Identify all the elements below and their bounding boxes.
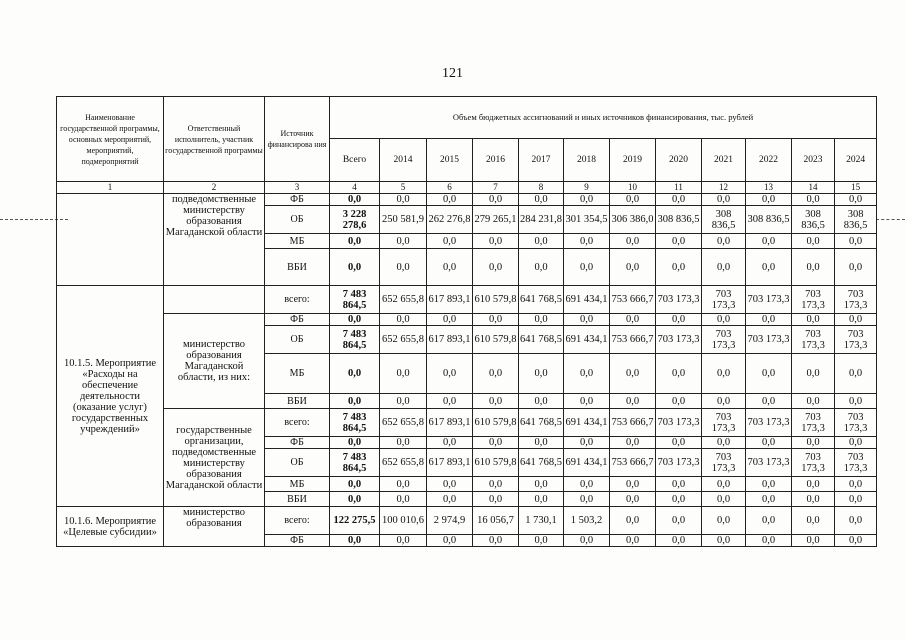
year-value: 0,0	[702, 477, 746, 492]
total-value: 0,0	[330, 314, 380, 326]
year-value: 308 836,5	[835, 206, 877, 234]
header-year: 2023	[792, 139, 835, 182]
year-value: 0,0	[610, 507, 656, 535]
funding-source: ВБИ	[265, 249, 330, 286]
year-value: 0,0	[564, 394, 610, 409]
year-value: 100 010,6	[380, 507, 427, 535]
executor-name: министерство образования Магаданской области, из них:	[164, 314, 265, 409]
header-budget-group: Объем бюджетных ассигнований и иных источников финансирования, тыс. рублей	[330, 97, 877, 139]
year-value: 0,0	[656, 437, 702, 449]
year-value: 0,0	[564, 194, 610, 206]
column-number: 11	[656, 182, 702, 194]
year-value: 0,0	[519, 394, 564, 409]
year-value: 0,0	[835, 507, 877, 535]
funding-source: ФБ	[265, 194, 330, 206]
year-value: 0,0	[473, 492, 519, 507]
year-value: 0,0	[380, 354, 427, 394]
header-year: 2015	[427, 139, 473, 182]
column-number: 13	[746, 182, 792, 194]
year-value: 0,0	[746, 194, 792, 206]
column-number: 14	[792, 182, 835, 194]
year-value: 617 893,1	[427, 409, 473, 437]
year-value: 308 836,5	[746, 206, 792, 234]
funding-source: всего:	[265, 507, 330, 535]
funding-source: МБ	[265, 354, 330, 394]
year-value: 0,0	[519, 492, 564, 507]
funding-source: ОБ	[265, 326, 330, 354]
year-value: 0,0	[610, 437, 656, 449]
year-value: 617 893,1	[427, 286, 473, 314]
year-value: 0,0	[473, 394, 519, 409]
year-value: 0,0	[702, 249, 746, 286]
year-value: 0,0	[746, 477, 792, 492]
year-value: 0,0	[610, 354, 656, 394]
year-value: 308 836,5	[792, 206, 835, 234]
year-value: 0,0	[610, 249, 656, 286]
year-value: 0,0	[746, 437, 792, 449]
year-value: 0,0	[746, 314, 792, 326]
year-value: 0,0	[656, 354, 702, 394]
executor-name	[164, 286, 265, 314]
year-value: 0,0	[702, 394, 746, 409]
year-value: 703 173,3	[702, 409, 746, 437]
year-value: 0,0	[610, 314, 656, 326]
year-value: 0,0	[427, 249, 473, 286]
year-value: 0,0	[473, 249, 519, 286]
column-number: 10	[610, 182, 656, 194]
total-value: 0,0	[330, 394, 380, 409]
year-value: 0,0	[792, 249, 835, 286]
year-value: 703 173,3	[656, 409, 702, 437]
year-value: 0,0	[656, 507, 702, 535]
total-value: 0,0	[330, 354, 380, 394]
year-value: 0,0	[656, 314, 702, 326]
year-value: 0,0	[835, 314, 877, 326]
year-value: 617 893,1	[427, 449, 473, 477]
year-value: 652 655,8	[380, 326, 427, 354]
year-value: 0,0	[656, 535, 702, 547]
year-value: 0,0	[610, 194, 656, 206]
header-year: 2019	[610, 139, 656, 182]
year-value: 0,0	[519, 194, 564, 206]
activity-name: 10.1.6. Мероприятие «Целевые субсидии»	[57, 507, 164, 547]
total-value: 0,0	[330, 535, 380, 547]
executor-name: подведомственные министерству образования Магаданской области	[164, 194, 265, 286]
header-year: 2024	[835, 139, 877, 182]
year-value: 691 434,1	[564, 409, 610, 437]
year-value: 0,0	[702, 314, 746, 326]
year-value: 0,0	[564, 535, 610, 547]
year-value: 691 434,1	[564, 326, 610, 354]
year-value: 0,0	[792, 194, 835, 206]
year-value: 703 173,3	[656, 286, 702, 314]
column-number: 7	[473, 182, 519, 194]
year-value: 0,0	[473, 437, 519, 449]
year-value: 0,0	[835, 194, 877, 206]
year-value: 691 434,1	[564, 286, 610, 314]
year-value: 0,0	[792, 507, 835, 535]
year-value: 306 386,0	[610, 206, 656, 234]
column-number: 15	[835, 182, 877, 194]
year-value: 610 579,8	[473, 449, 519, 477]
year-value: 0,0	[427, 234, 473, 249]
year-value: 703 173,3	[702, 326, 746, 354]
year-value: 0,0	[792, 234, 835, 249]
year-value: 250 581,9	[380, 206, 427, 234]
year-value: 703 173,3	[746, 286, 792, 314]
year-value: 0,0	[835, 354, 877, 394]
year-value: 0,0	[746, 249, 792, 286]
year-value: 0,0	[746, 507, 792, 535]
year-value: 0,0	[380, 492, 427, 507]
year-value: 0,0	[380, 234, 427, 249]
total-value: 3 228 278,6	[330, 206, 380, 234]
year-value: 0,0	[380, 437, 427, 449]
table-body	[57, 97, 877, 547]
year-value: 0,0	[519, 535, 564, 547]
year-value: 0,0	[519, 314, 564, 326]
year-value: 0,0	[427, 354, 473, 394]
year-value: 703 173,3	[746, 409, 792, 437]
year-value: 0,0	[519, 249, 564, 286]
header-year: 2020	[656, 139, 702, 182]
scan-artifact-line	[876, 219, 905, 220]
year-value: 0,0	[380, 249, 427, 286]
year-value: 0,0	[473, 535, 519, 547]
year-value: 0,0	[473, 314, 519, 326]
year-value: 308 836,5	[656, 206, 702, 234]
column-number: 3	[265, 182, 330, 194]
total-value: 0,0	[330, 477, 380, 492]
year-value: 0,0	[564, 492, 610, 507]
year-value: 703 173,3	[792, 449, 835, 477]
year-value: 0,0	[380, 194, 427, 206]
column-number: 1	[57, 182, 164, 194]
column-number: 2	[164, 182, 265, 194]
total-value: 0,0	[330, 249, 380, 286]
header-row	[57, 97, 877, 139]
year-value: 617 893,1	[427, 326, 473, 354]
total-value: 7 483 864,5	[330, 409, 380, 437]
column-number: 6	[427, 182, 473, 194]
year-value: 641 768,5	[519, 409, 564, 437]
year-value: 652 655,8	[380, 409, 427, 437]
year-value: 0,0	[702, 354, 746, 394]
year-value: 691 434,1	[564, 449, 610, 477]
year-value: 0,0	[656, 394, 702, 409]
year-value: 0,0	[519, 437, 564, 449]
year-value: 0,0	[835, 492, 877, 507]
year-value: 0,0	[835, 249, 877, 286]
executor-name: министерство образования	[164, 507, 265, 547]
year-value: 0,0	[746, 492, 792, 507]
year-value: 301 354,5	[564, 206, 610, 234]
activity-name: 10.1.5. Мероприятие «Расходы на обеспечение деятельности (оказание услуг) государственных учреждений»	[57, 286, 164, 507]
total-value: 7 483 864,5	[330, 449, 380, 477]
year-value: 0,0	[473, 194, 519, 206]
page-number: 121	[442, 66, 463, 81]
executor-name: государственные организации, подведомственные министерству образования Магаданской области	[164, 409, 265, 507]
year-value: 703 173,3	[835, 449, 877, 477]
year-value: 0,0	[702, 234, 746, 249]
year-value: 0,0	[702, 535, 746, 547]
funding-source: ОБ	[265, 206, 330, 234]
year-value: 753 666,7	[610, 449, 656, 477]
year-value: 0,0	[610, 477, 656, 492]
year-value: 0,0	[564, 477, 610, 492]
total-value: 122 275,5	[330, 507, 380, 535]
year-value: 0,0	[792, 477, 835, 492]
year-value: 262 276,8	[427, 206, 473, 234]
year-value: 703 173,3	[702, 449, 746, 477]
year-value: 0,0	[427, 535, 473, 547]
year-value: 0,0	[427, 194, 473, 206]
year-value: 641 768,5	[519, 326, 564, 354]
year-value: 0,0	[656, 249, 702, 286]
column-number: 5	[380, 182, 427, 194]
column-number: 9	[564, 182, 610, 194]
total-value: 0,0	[330, 234, 380, 249]
year-value: 753 666,7	[610, 409, 656, 437]
funding-source: ОБ	[265, 449, 330, 477]
year-value: 0,0	[792, 354, 835, 394]
year-value: 703 173,3	[792, 409, 835, 437]
table-row	[57, 314, 877, 326]
year-value: 0,0	[792, 535, 835, 547]
total-value: 0,0	[330, 194, 380, 206]
year-value: 279 265,1	[473, 206, 519, 234]
year-value: 753 666,7	[610, 286, 656, 314]
year-value: 0,0	[835, 535, 877, 547]
year-value: 703 173,3	[835, 286, 877, 314]
year-value: 0,0	[792, 394, 835, 409]
year-value: 0,0	[702, 492, 746, 507]
total-value: 0,0	[330, 437, 380, 449]
year-value: 0,0	[564, 249, 610, 286]
funding-source: всего:	[265, 409, 330, 437]
year-value: 652 655,8	[380, 286, 427, 314]
funding-source: ФБ	[265, 535, 330, 547]
year-value: 0,0	[835, 234, 877, 249]
year-value: 0,0	[702, 507, 746, 535]
total-value: 7 483 864,5	[330, 286, 380, 314]
year-value: 0,0	[519, 477, 564, 492]
header-source: Источник финансирова ния	[265, 97, 330, 182]
year-value: 0,0	[380, 477, 427, 492]
year-value: 753 666,7	[610, 326, 656, 354]
year-value: 0,0	[519, 354, 564, 394]
year-value: 610 579,8	[473, 326, 519, 354]
year-value: 0,0	[656, 492, 702, 507]
year-value: 610 579,8	[473, 286, 519, 314]
year-value: 2 974,9	[427, 507, 473, 535]
column-number: 8	[519, 182, 564, 194]
column-number: 4	[330, 182, 380, 194]
year-value: 0,0	[473, 234, 519, 249]
year-value: 0,0	[835, 477, 877, 492]
table-row	[57, 409, 877, 437]
header-year: Всего	[330, 139, 380, 182]
year-value: 1 730,1	[519, 507, 564, 535]
year-value: 0,0	[610, 234, 656, 249]
funding-source: ВБИ	[265, 394, 330, 409]
year-value: 0,0	[656, 234, 702, 249]
year-value: 703 173,3	[656, 449, 702, 477]
year-value: 652 655,8	[380, 449, 427, 477]
year-value: 0,0	[835, 394, 877, 409]
year-value: 703 173,3	[835, 326, 877, 354]
year-value: 0,0	[746, 535, 792, 547]
year-value: 0,0	[380, 394, 427, 409]
header-name: Наименование государственной программы, основных мероприятий, мероприятий, подмероприятий	[57, 97, 164, 182]
year-value: 703 173,3	[746, 326, 792, 354]
header-year: 2017	[519, 139, 564, 182]
year-value: 0,0	[380, 314, 427, 326]
year-value: 0,0	[746, 394, 792, 409]
header-year: 2016	[473, 139, 519, 182]
header-year: 2022	[746, 139, 792, 182]
year-value: 308 836,5	[702, 206, 746, 234]
year-value: 0,0	[610, 394, 656, 409]
table-row	[57, 507, 877, 535]
year-value: 703 173,3	[656, 326, 702, 354]
year-value: 0,0	[792, 314, 835, 326]
year-value: 0,0	[610, 535, 656, 547]
year-value: 0,0	[564, 354, 610, 394]
year-value: 1 503,2	[564, 507, 610, 535]
year-value: 0,0	[427, 437, 473, 449]
column-number: 12	[702, 182, 746, 194]
year-value: 0,0	[473, 354, 519, 394]
total-value: 0,0	[330, 492, 380, 507]
table-row	[57, 286, 877, 314]
header-year: 2014	[380, 139, 427, 182]
year-value: 0,0	[427, 492, 473, 507]
year-value: 0,0	[746, 234, 792, 249]
year-value: 0,0	[792, 492, 835, 507]
year-value: 0,0	[427, 314, 473, 326]
year-value: 703 173,3	[792, 286, 835, 314]
year-value: 0,0	[564, 437, 610, 449]
year-value: 16 056,7	[473, 507, 519, 535]
year-value: 703 173,3	[792, 326, 835, 354]
year-value: 0,0	[656, 194, 702, 206]
year-value: 0,0	[746, 354, 792, 394]
column-number-row	[57, 182, 877, 194]
year-value: 641 768,5	[519, 449, 564, 477]
year-value: 703 173,3	[702, 286, 746, 314]
year-value: 0,0	[473, 477, 519, 492]
year-value: 0,0	[702, 437, 746, 449]
funding-source: МБ	[265, 477, 330, 492]
year-value: 0,0	[380, 535, 427, 547]
header-executor: Ответственный исполнитель, участник государственной программы	[164, 97, 265, 182]
header-year: 2018	[564, 139, 610, 182]
year-value: 610 579,8	[473, 409, 519, 437]
year-value: 703 173,3	[835, 409, 877, 437]
year-value: 0,0	[564, 234, 610, 249]
header-year: 2021	[702, 139, 746, 182]
funding-source: ФБ	[265, 314, 330, 326]
year-value: 0,0	[610, 492, 656, 507]
funding-source: ФБ	[265, 437, 330, 449]
year-value: 0,0	[564, 314, 610, 326]
funding-source: МБ	[265, 234, 330, 249]
year-value: 0,0	[656, 477, 702, 492]
year-value: 0,0	[792, 437, 835, 449]
year-value: 0,0	[835, 437, 877, 449]
year-value: 0,0	[519, 234, 564, 249]
year-value: 0,0	[427, 477, 473, 492]
funding-source: ВБИ	[265, 492, 330, 507]
total-value: 7 483 864,5	[330, 326, 380, 354]
year-value: 284 231,8	[519, 206, 564, 234]
budget-table	[56, 96, 877, 547]
activity-name	[57, 194, 164, 286]
table-row	[57, 194, 877, 206]
year-value: 703 173,3	[746, 449, 792, 477]
year-value: 641 768,5	[519, 286, 564, 314]
funding-source: всего:	[265, 286, 330, 314]
year-value: 0,0	[427, 394, 473, 409]
year-value: 0,0	[702, 194, 746, 206]
